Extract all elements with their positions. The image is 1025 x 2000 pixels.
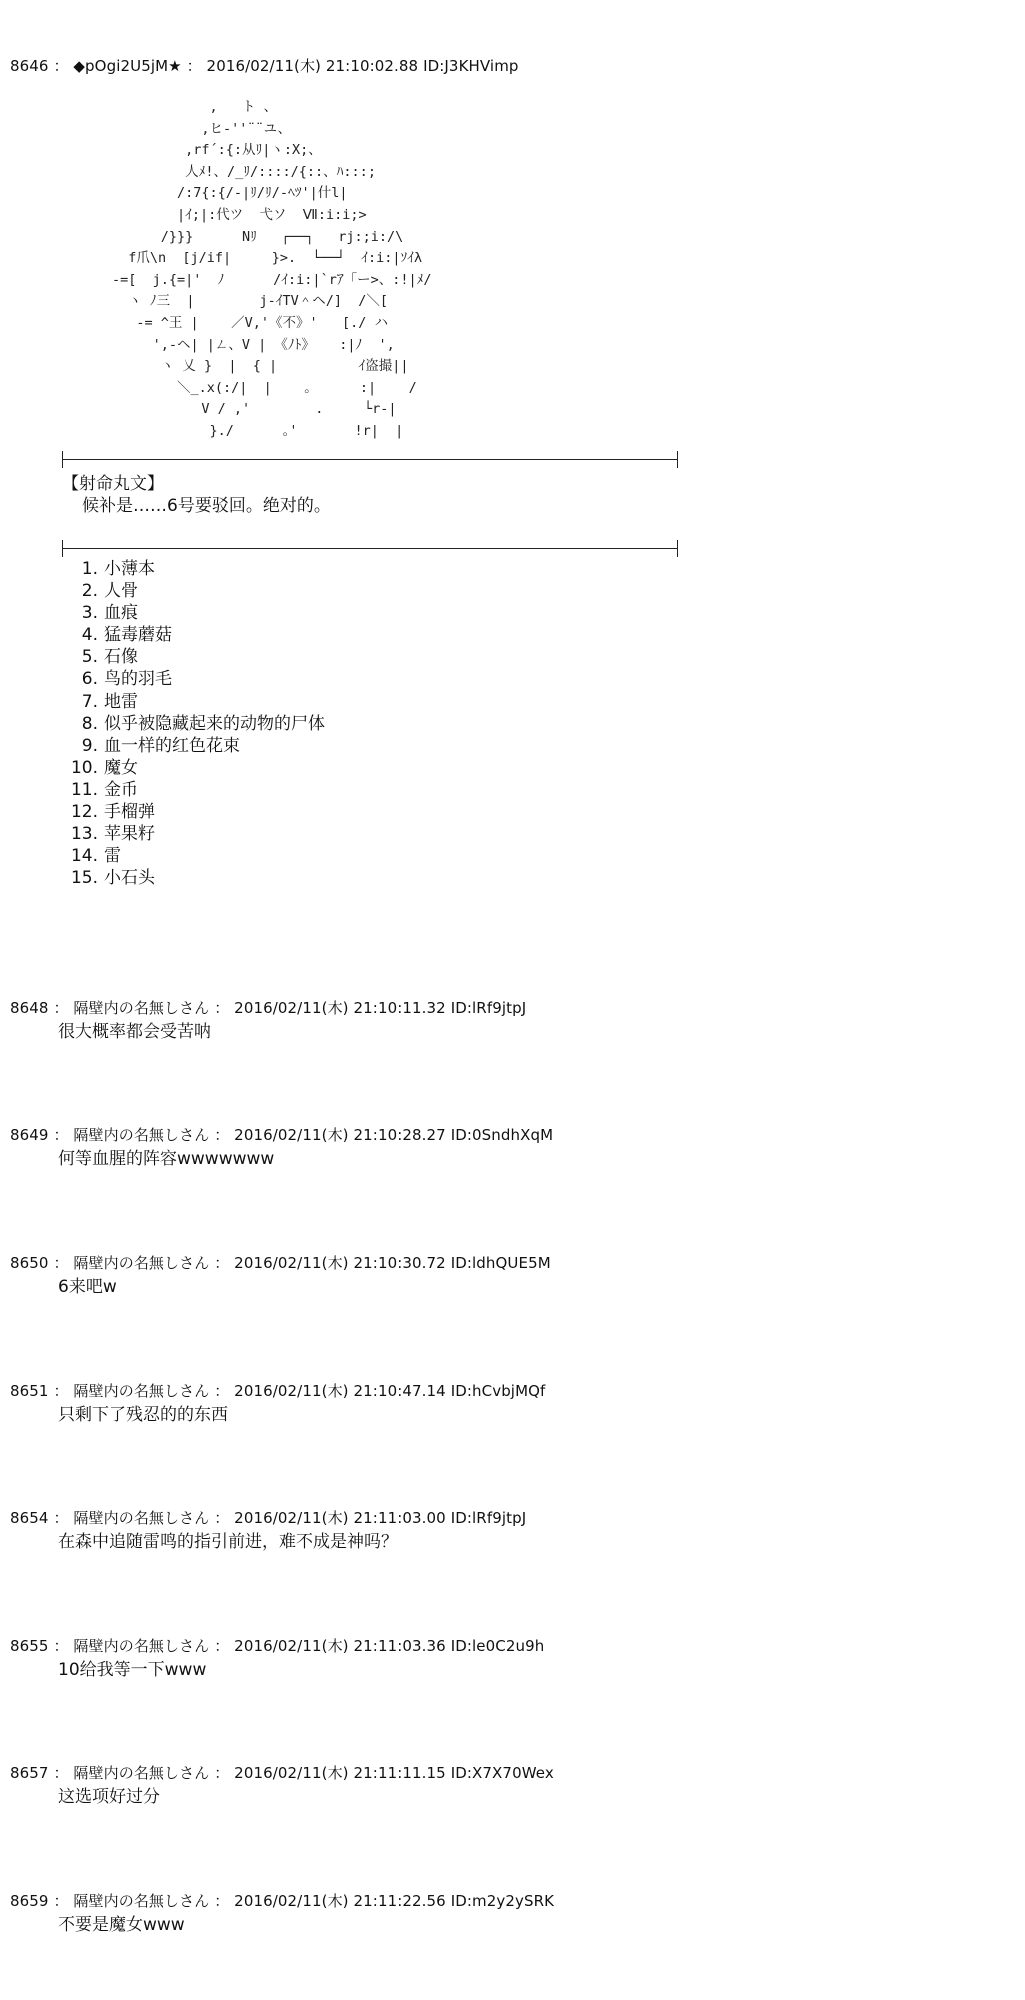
poster-name: 隔壁内の名無しさん bbox=[73, 1637, 210, 1655]
post-8659 bbox=[10, 1892, 1025, 1936]
post-number: 8659 bbox=[10, 1892, 49, 1910]
post-header: 8649 ： 隔壁内の名無しさん ： 2016/02/11(木) 21:10:28.27 ID:0SndhXqM bbox=[10, 1126, 554, 1144]
post-number: 8648 bbox=[10, 999, 49, 1017]
post-header: 8648 ： 隔壁内の名無しさん ： 2016/02/11(木) 21:10:11.32 ID:lRf9jtpJ bbox=[10, 999, 527, 1017]
poster-id: ID:ldhQUE5M bbox=[450, 1254, 551, 1272]
list-item bbox=[62, 779, 325, 801]
post-number: 8650 bbox=[10, 1254, 49, 1272]
item-text: 金币 bbox=[104, 779, 138, 800]
item-text: 猛毒蘑菇 bbox=[104, 625, 172, 646]
list-item bbox=[62, 691, 325, 713]
poster-id: ID:lRf9jtpJ bbox=[450, 1509, 527, 1527]
post-date: 2016/02/11(木) 21:10:47.14 bbox=[234, 1382, 446, 1400]
poster-name: 隔壁内の名無しさん bbox=[73, 1509, 210, 1527]
item-text: 石像 bbox=[104, 647, 138, 668]
list-item bbox=[62, 801, 325, 823]
post-8646 bbox=[10, 57, 1025, 75]
item-text: 人骨 bbox=[104, 581, 138, 602]
poster-name: 隔壁内の名無しさん bbox=[73, 1126, 210, 1144]
item-number: 4. bbox=[81, 625, 98, 646]
poster-name: 隔壁内の名無しさん bbox=[73, 1254, 210, 1272]
post-header: 8659 ： 隔壁内の名無しさん ： 2016/02/11(木) 21:11:22.56 ID:m2y2ySRK bbox=[10, 1892, 555, 1910]
post-date: 2016/02/11(木) 21:10:30.72 bbox=[234, 1254, 446, 1272]
item-number: 1. bbox=[81, 559, 98, 579]
ascii-art: , ト 、 ,ヒ‐''¨¨ユ、 ,rf´:{:从ﾘ|ヽ:X;、 人ﾒ!、/_ﾘ/::::/{::、ﾊ:::; /:7{:{/-|ﾘ/ﾘ/‐ﾍﾂ'|什l| |ｲ;|:代ツ 弋ソ Ⅶ:i:i;> /}}} Nﾘ ┌──┐ rj:;i:/\ f爪\n [j/if| }>. └──┘ ｲ:i:|ｿｲλ -=[ j.{=|' ﾉ /ｲ:i:|`rｱ「ー>、:!|ﾒ/ ヽ ﾉ三 | j-ｲTV＾ヘ/] /＼[ -= ^王 | ／V,'《不》' [./ ハ ',-ヘ| |ㄥ、V | 《ﾉﾄ》 :|ﾉ ', ヽ 乂 } | { | ｲ盗撮|| ＼_.x(:/| | ｡ :| / V / ,' . └r-| }./ ｡' !r| | bbox=[112, 99, 432, 439]
post-header: 8646 ： ◆pOgi2U5jM★ ： 2016/02/11(木) 21:10:02.88 ID:J3KHVimp bbox=[10, 57, 519, 75]
dialog-line: 候补是……6号要驳回。绝对的。 bbox=[82, 496, 331, 516]
post-8654 bbox=[10, 1509, 1025, 1553]
list-item bbox=[62, 867, 325, 889]
post-body: 不要是魔女www bbox=[58, 1915, 185, 1935]
list-item bbox=[62, 757, 325, 779]
poster-name: 隔壁内の名無しさん bbox=[73, 1892, 210, 1910]
post-number: 8651 bbox=[10, 1382, 49, 1400]
post-header: 8654 ： 隔壁内の名無しさん ： 2016/02/11(木) 21:11:03.00 ID:lRf9jtpJ bbox=[10, 1509, 527, 1527]
poster-name: 隔壁内の名無しさん bbox=[73, 999, 210, 1017]
item-number: 6. bbox=[81, 669, 98, 690]
post-header: 8657 ： 隔壁内の名無しさん ： 2016/02/11(木) 21:11:11.15 ID:X7X70Wex bbox=[10, 1764, 554, 1782]
choice-list bbox=[62, 558, 325, 889]
item-number: 7. bbox=[81, 691, 98, 712]
poster-id: ID:hCvbjMQf bbox=[450, 1382, 546, 1400]
item-number: 2. bbox=[81, 581, 98, 602]
divider-bottom bbox=[62, 548, 678, 549]
post-8649 bbox=[10, 1126, 1025, 1170]
item-number: 12. bbox=[70, 802, 98, 823]
poster-id: ID:X7X70Wex bbox=[450, 1764, 554, 1782]
item-text: 小薄本 bbox=[104, 559, 155, 579]
post-number: 8646 bbox=[10, 57, 49, 75]
poster-id: ID:lRf9jtpJ bbox=[450, 999, 527, 1017]
item-number: 14. bbox=[70, 846, 98, 867]
item-text: 雷 bbox=[104, 846, 121, 867]
item-text: 魔女 bbox=[104, 757, 138, 778]
list-item bbox=[62, 735, 325, 757]
post-body: 6来吧w bbox=[58, 1277, 117, 1297]
item-number: 5. bbox=[81, 647, 98, 668]
post-date: 2016/02/11(木) 21:11:11.15 bbox=[234, 1764, 446, 1782]
item-text: 手榴弹 bbox=[104, 802, 155, 823]
post-number: 8657 bbox=[10, 1764, 49, 1782]
post-date: 2016/02/11(木) 21:10:28.27 bbox=[234, 1126, 446, 1144]
item-number: 15. bbox=[70, 868, 98, 889]
dialog-box bbox=[62, 473, 331, 517]
post-number: 8654 bbox=[10, 1509, 49, 1527]
post-number: 8655 bbox=[10, 1637, 49, 1655]
poster-name: 隔壁内の名無しさん bbox=[73, 1764, 210, 1782]
post-date: 2016/02/11(木) 21:11:22.56 bbox=[234, 1892, 446, 1910]
list-item bbox=[62, 580, 325, 602]
item-text: 小石头 bbox=[104, 868, 155, 889]
post-8650 bbox=[10, 1254, 1025, 1298]
post-number: 8649 bbox=[10, 1126, 49, 1144]
post-body: 10给我等一下www bbox=[58, 1660, 207, 1680]
post-date: 2016/02/11(木) 21:11:03.36 bbox=[234, 1637, 446, 1655]
item-text: 苹果籽 bbox=[104, 824, 155, 845]
post-8648 bbox=[10, 999, 1025, 1043]
post-8651 bbox=[10, 1382, 1025, 1426]
poster-id: ID:le0C2u9h bbox=[450, 1637, 545, 1655]
poster-id: ID:0SndhXqM bbox=[450, 1126, 554, 1144]
list-item bbox=[62, 668, 325, 690]
post-8655 bbox=[10, 1637, 1025, 1681]
post-body: 很大概率都会受苦呐 bbox=[58, 1022, 211, 1042]
post-date: 2016/02/11(木) 21:10:11.32 bbox=[234, 999, 446, 1017]
item-number: 9. bbox=[81, 735, 98, 756]
item-number: 3. bbox=[81, 603, 98, 624]
poster-name: 隔壁内の名無しさん bbox=[73, 1382, 210, 1400]
divider-top bbox=[62, 459, 678, 460]
poster-id: ID:m2y2ySRK bbox=[450, 1892, 555, 1910]
item-number: 10. bbox=[70, 757, 98, 778]
list-item bbox=[62, 823, 325, 845]
dialog-speaker: 【射命丸文】 bbox=[62, 474, 164, 494]
post-header: 8650 ： 隔壁内の名無しさん ： 2016/02/11(木) 21:10:30.72 ID:ldhQUE5M bbox=[10, 1254, 551, 1272]
item-number: 11. bbox=[70, 779, 98, 800]
post-8657 bbox=[10, 1764, 1025, 1808]
list-item bbox=[62, 558, 325, 580]
post-body: 在森中追随雷鸣的指引前进，难不成是神吗？ bbox=[58, 1532, 398, 1552]
post-date: 2016/02/11(木) 21:11:03.00 bbox=[234, 1509, 446, 1527]
list-item bbox=[62, 602, 325, 624]
item-text: 地雷 bbox=[104, 691, 138, 712]
item-text: 似乎被隐藏起来的动物的尸体 bbox=[104, 713, 325, 734]
post-body: 这选项好过分 bbox=[58, 1787, 160, 1807]
list-item bbox=[62, 845, 325, 867]
list-item bbox=[62, 646, 325, 668]
list-item bbox=[62, 713, 325, 735]
item-text: 血一样的红色花束 bbox=[104, 735, 240, 756]
poster-id: ID:J3KHVimp bbox=[423, 57, 519, 75]
item-text: 血痕 bbox=[104, 603, 138, 624]
post-body: 何等血腥的阵容wwwwwww bbox=[58, 1149, 275, 1169]
post-header: 8651 ： 隔壁内の名無しさん ： 2016/02/11(木) 21:10:47.14 ID:hCvbjMQf bbox=[10, 1382, 546, 1400]
post-body: 只剩下了残忍的的东西 bbox=[58, 1405, 228, 1425]
item-number: 8. bbox=[81, 713, 98, 734]
list-item bbox=[62, 624, 325, 646]
post-header: 8655 ： 隔壁内の名無しさん ： 2016/02/11(木) 21:11:03.36 ID:le0C2u9h bbox=[10, 1637, 545, 1655]
post-date: 2016/02/11(木) 21:10:02.88 bbox=[206, 57, 419, 75]
poster-name: ◆pOgi2U5jM★ bbox=[73, 57, 182, 75]
item-text: 鸟的羽毛 bbox=[104, 669, 172, 690]
item-number: 13. bbox=[70, 824, 98, 845]
